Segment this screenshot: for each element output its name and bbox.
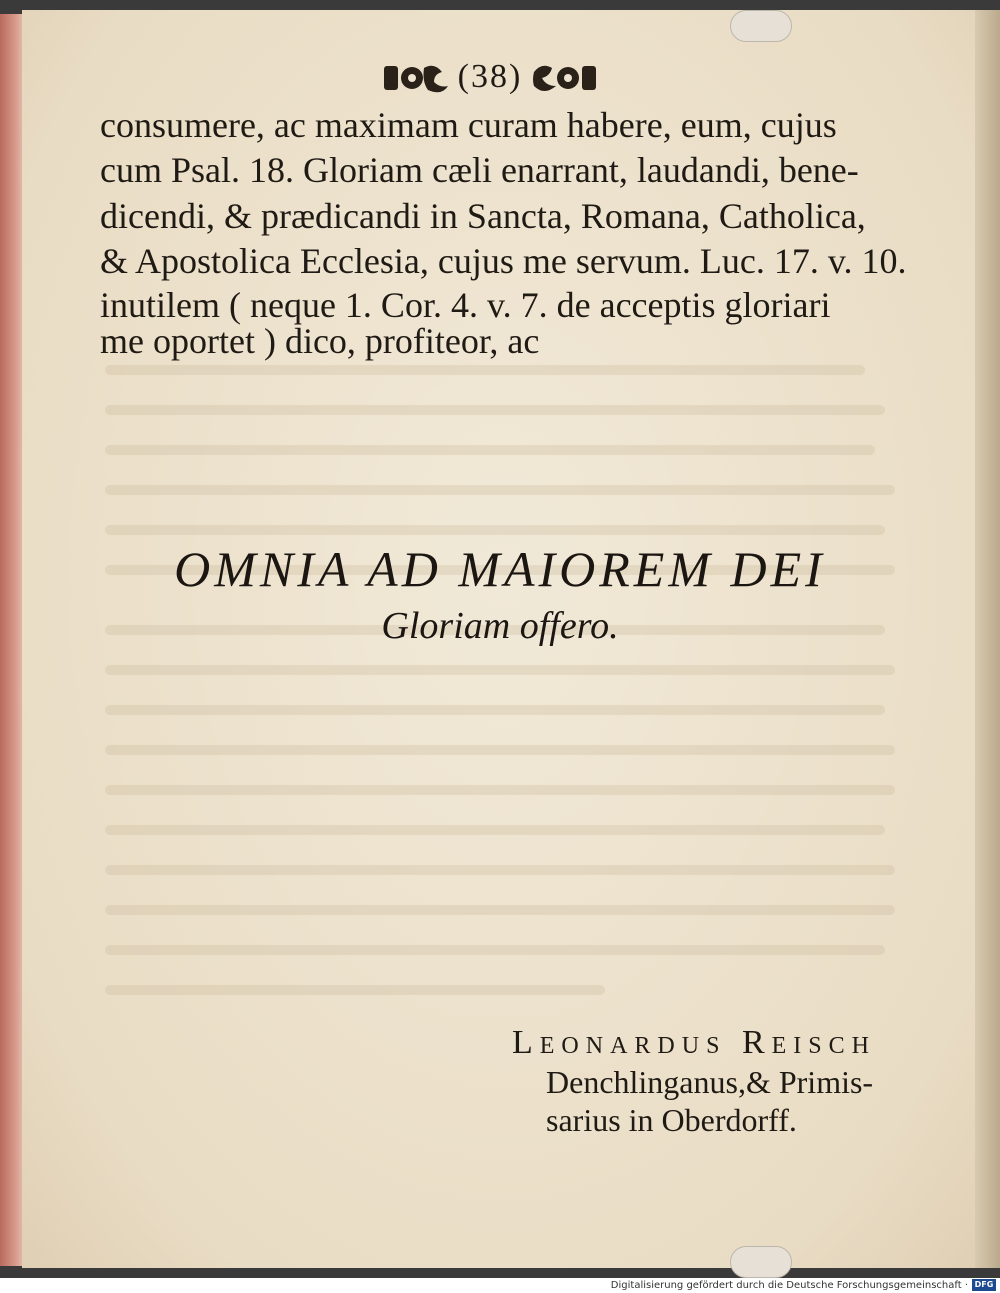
body-line-2: cum Psal. 18. Gloriam cæli enarrant, laudandi, bene- [100,150,859,190]
ornament-left-icon [382,58,452,98]
body-line-1: consumere, ac maximam curam habere, eum, cujus [100,105,837,145]
ornament-right-icon [530,58,600,98]
body-line-3: dicendi, & prædicandi in Sancta, Romana, Catholica, [100,196,866,236]
motto-subline: Gloriam offero. [381,605,619,647]
body-line-5: inutilem ( neque 1. Cor. 4. v. 7. de acceptis gloriari [100,285,831,325]
body-line-4: & Apostolica Ecclesia, cujus me servum. Luc. 17. v. 10. [100,241,907,281]
signature-name: Leonardus Reisch [512,1024,876,1061]
book-clip-bottom [730,1246,792,1278]
page-number: (38) [457,58,523,95]
signature-line-3: sarius in Oberdorff. [546,1102,797,1138]
motto-heading: OMNIA AD MAIOREM DEI [174,541,826,597]
book-clip-top [730,10,792,42]
signature-line-2: Denchlinganus,& Primis- [546,1064,874,1100]
body-line-6: me oportet ) dico, profiteor, ac [100,321,540,361]
footer-credit: Digitalisierung gefördert durch die Deutsche Forschungsgemeinschaft · [610,1280,968,1291]
page-edge-right [975,10,1000,1268]
dfg-logo: DFG [972,1279,996,1291]
bleed-through-texture [100,330,900,1030]
